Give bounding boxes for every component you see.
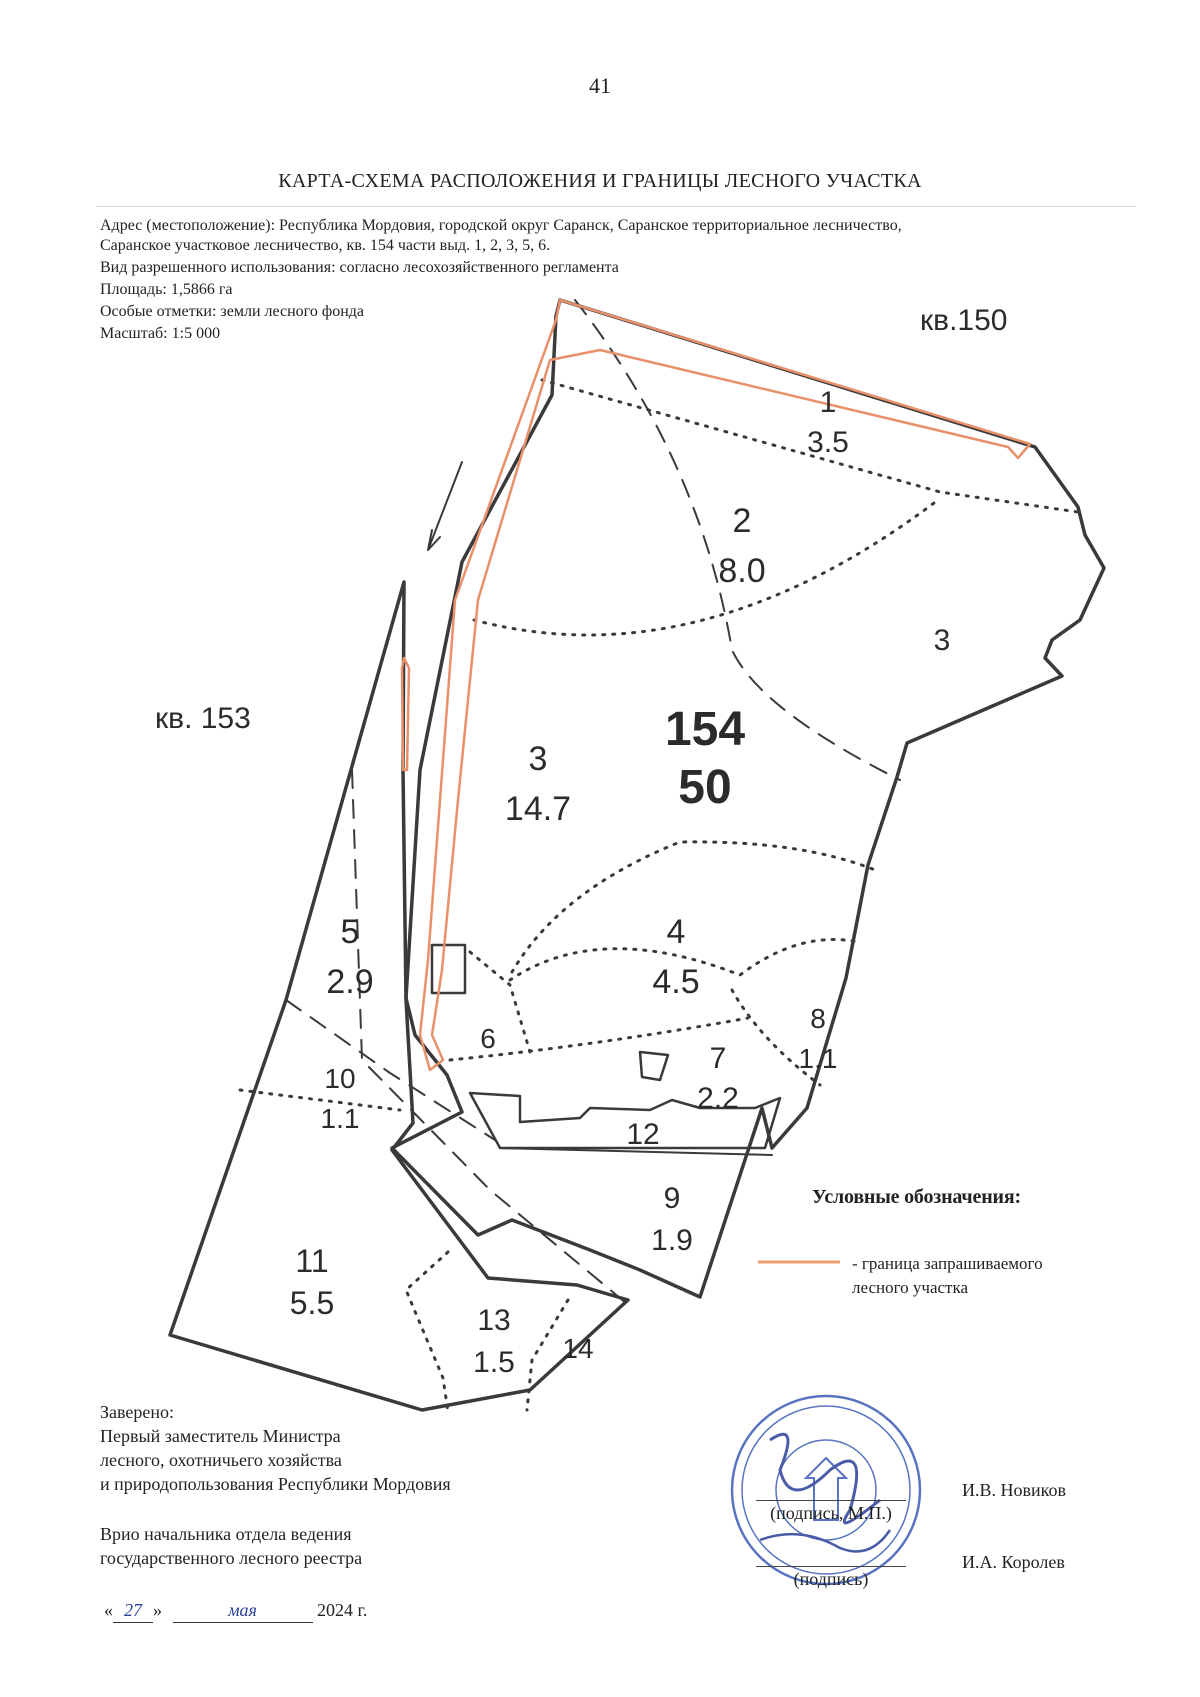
requested-plot-strip xyxy=(402,658,409,770)
plot-1-area: 3.5 xyxy=(807,426,849,459)
date-day: 27 xyxy=(113,1598,153,1623)
divider-plot-2-3a xyxy=(474,500,938,635)
legend-item xyxy=(852,1252,1132,1300)
address-line-2: Саранское участковое лесничество, кв. 154 части выд. 1, 2, 3, 5, 6. xyxy=(100,237,551,254)
position-2-line-2: государственного лесного реестра xyxy=(100,1548,363,1568)
plot-2-id: 2 xyxy=(732,502,752,540)
legend-title: Условные обозначения: xyxy=(812,1186,1021,1208)
notes-line: Особые отметки: земли лесного фонда xyxy=(100,303,365,320)
plot-8-area: 1.1 xyxy=(798,1043,838,1074)
plot-4-id: 4 xyxy=(666,913,686,951)
certification-block xyxy=(100,1400,451,1496)
building-plot-6 xyxy=(432,945,465,993)
plot-7-area: 2.2 xyxy=(697,1082,739,1115)
plot-6-id: 6 xyxy=(480,1023,496,1054)
divider-plot-6-4 xyxy=(470,952,530,1052)
scale-line: Масштаб: 1:5 000 xyxy=(100,325,221,342)
area-line: Площадь: 1,5866 га xyxy=(100,281,233,298)
plot-10-id: 10 xyxy=(324,1063,356,1094)
plot-11-area: 5.5 xyxy=(289,1285,335,1321)
requested-plot-boundary xyxy=(420,300,1030,1070)
usage-line: Вид разрешенного использования: согласно лесохозяйственного регламента xyxy=(100,259,619,276)
address-line-1: Адрес (местоположение): Республика Мордовия, городской округ Саранск, Саранское территориальное лесничество, xyxy=(100,217,902,234)
divider-plot-3-4 xyxy=(512,842,875,972)
plot-9-area: 1.9 xyxy=(651,1224,693,1257)
signature-caption-2: (подпись) xyxy=(756,1566,906,1591)
date-line xyxy=(104,1598,367,1623)
plot-3-id: 3 xyxy=(528,740,548,778)
plot-2-area: 8.0 xyxy=(718,552,766,590)
plot-7-id: 7 xyxy=(709,1042,727,1075)
position-2-line-1: Врио начальника отдела ведения xyxy=(100,1524,352,1544)
date-close-quote: » xyxy=(153,1600,162,1620)
legend-item-line-1: - граница запрашиваемого xyxy=(852,1254,1043,1273)
plot-14-id: 14 xyxy=(562,1333,594,1364)
plot-5-id: 5 xyxy=(340,913,360,951)
divider-plot-11-13 xyxy=(406,1252,448,1412)
map-title: КАРТА-СХЕМА РАСПОЛОЖЕНИЯ И ГРАНИЦЫ ЛЕСНОГО УЧАСТКА xyxy=(278,170,922,192)
signatory-1-name: И.В. Новиков xyxy=(962,1480,1066,1500)
plot-5-area: 2.9 xyxy=(326,963,374,1001)
plot-11-id: 11 xyxy=(295,1243,329,1279)
position-1-line-1: Первый заместитель Министра xyxy=(100,1426,341,1446)
certified-label: Заверено: xyxy=(100,1402,175,1422)
neighbor-kv153-label: кв. 153 xyxy=(155,702,251,735)
plot-10-area: 1.1 xyxy=(320,1103,360,1134)
date-year: 2024 г. xyxy=(317,1600,368,1620)
plot-4-area: 4.5 xyxy=(652,963,700,1001)
plot-13-area: 1.5 xyxy=(473,1346,515,1379)
plot-3-east-id: 3 xyxy=(933,624,951,657)
date-month: мая xyxy=(173,1598,313,1623)
plot-1-id: 1 xyxy=(819,386,837,419)
plot-13-id: 13 xyxy=(477,1304,511,1337)
plot-8-id: 8 xyxy=(810,1003,826,1034)
plot-9-id: 9 xyxy=(663,1182,681,1215)
signatory-2-name: И.А. Королев xyxy=(962,1552,1065,1572)
date-open-quote: « xyxy=(104,1600,113,1620)
direction-arrow xyxy=(428,462,462,550)
signature-caption-1: (подпись, М.П.) xyxy=(756,1500,906,1525)
block-number-label: 154 xyxy=(664,703,746,756)
building-plot-7 xyxy=(640,1052,668,1080)
page-number: 41 xyxy=(589,73,611,98)
plot-12-id: 12 xyxy=(626,1118,660,1151)
block-area-label: 50 xyxy=(678,761,732,814)
certification-block-2 xyxy=(100,1522,362,1570)
plot-3-area: 14.7 xyxy=(504,790,572,828)
legend-item-line-2: лесного участка xyxy=(852,1278,969,1297)
neighbor-kv150-label: кв.150 xyxy=(920,304,1008,337)
position-1-line-2: лесного, охотничьего хозяйства xyxy=(100,1450,342,1470)
road-dashed-southwest xyxy=(286,1000,495,1140)
official-stamp xyxy=(732,1396,920,1584)
position-1-line-3: и природопользования Республики Мордовия xyxy=(100,1474,451,1494)
